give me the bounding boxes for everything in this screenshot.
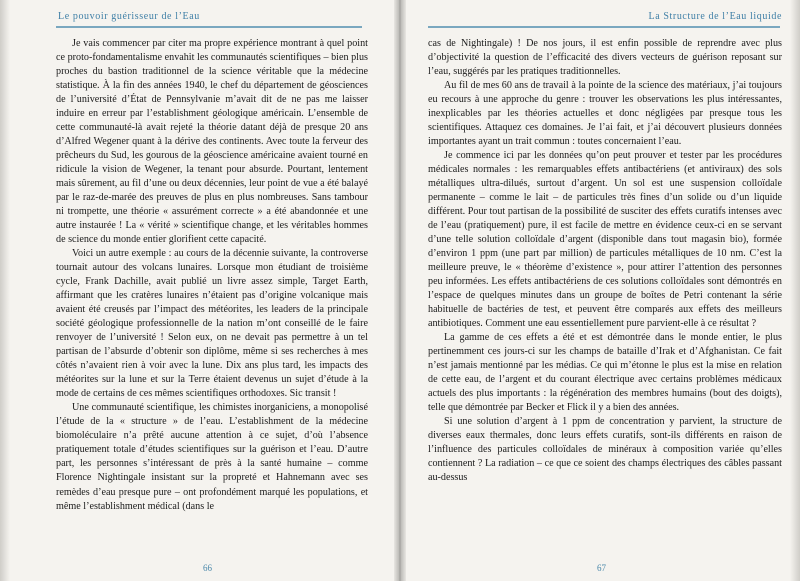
right-page-body	[428, 37, 782, 486]
book-gutter	[394, 0, 406, 581]
page-number-right: 67	[597, 563, 606, 573]
header-rule-left	[56, 26, 362, 28]
paragraph: Si une solution d’argent à 1 ppm de concentration y parvient, la structure de diverses eaux thermales, donc leurs effets curatifs, sont-ils différents en raison de l’influence des particules colloïdales de minéraux à composition variée qu’elles contiennent ? La radiation – ce que ce soient des champs électriques des câbles passant au-dessus	[428, 416, 782, 484]
paragraph: Une communauté scientifique, les chimistes inorganiciens, a monopolisé l’étude de la « structure » de l’eau. L’establishment de la médecine biomoléculaire n’a prêté aucune attention à ce sujet, d’où l’absence pratiquement totale d’études scientifiques sur la guérison et l’eau. D’autre part, les personnes s’intéressant de près à la santé humaine – comme Florence Nightingale insistant sur la propreté et Hahnemann avec ses remèdes d’eau presque pure – ont profondément marqué les populations, et même l’establishment médical (dans le	[56, 402, 368, 512]
header-rule-right	[428, 26, 780, 28]
page-number-left: 66	[203, 563, 212, 573]
paragraph: Au fil de mes 60 ans de travail à la pointe de la science des matériaux, j’ai toujours eu recours à une approche du genre : trouver les observations les plus intéressantes, inexplicables par les théories actuelles et donc négligées par presque tous les scientifiques. Attaquez ces domaines. Je l’ai fait, et j’ai découvert plusieurs données importantes ayant un trait commun : toutes concernaient l’eau.	[428, 80, 782, 148]
page-edge-shadow	[0, 0, 10, 581]
paragraph: La gamme de ces effets a été et est démontrée dans le monde entier, le plus pertinemment ces jours-ci sur les champs de bataille d’Irak et d’Afghanistan. Ce fait n’est jamais mentionné par les médias. Ce qui m’étonne le plus est la mise en relation de cette eau, de l’argent et du courant électrique avec certains problèmes médicaux actuels des plus importants : la régénération des membres humains (bout des doigts), telle que démontrée par Becker et Flick il y a bien des années.	[428, 332, 782, 414]
paragraph: Je vais commencer par citer ma propre expérience montrant à quel point ce proto-fondamentalisme envahit les communautés scientifiques – bien plus proches du bastion traditionnel de la science véritable que la médecine statistique. À la fin des années 1940, le chef du département de géosciences de l’université d’État de Pennsylvanie m’avait dit de ne pas me laisser induire en erreur par l’establishment géologique américain. L’ensemble de cette communauté-là avait rejeté la théorie datant déjà de presque 20 ans d’Alfred Wegener quant à la dérive des continents. Avec toute la ferveur des prêcheurs du Sud, les gourous de la géoscience américaine avaient tourné en ridicule la vision de Wegener, la tenant pour absurde. Pourtant, lentement mais sûrement, au fil d’une ou deux décennies, leur point de vue a été balayé par le raz-de-marée des preuves de plus en plus nombreuses. Sans tambour ni trompette, une théorie « assurément correcte » a été abandonnée et une autre instaurée ! La « vérité » scientifique change, et les véritables hommes de science du monde entier glorifient cette capacité.	[56, 38, 368, 246]
paragraph: Voici un autre exemple : au cours de la décennie suivante, la controverse tournait autour des volcans lunaires. Lorsque mon étudiant de troisième cycle, Frank Dachille, avait publié un livre assez simple, Target Earth, affirmant que les cratères lunaires n’étaient pas d’origine volcanique mais avaient été creusés par l’impact des météorites, les leaders de la principale société géologique professionnelle de la nation m’ont conseillé de le faire renvoyer de l’université ! Selon eux, on ne devait pas permettre à un tel partisan de l’absurde d’obtenir son diplôme, même si ses recherches à mes côtés n’avaient rien à voir avec la lune. Dix ans plus tard, les impacts des météorites sur la lune et sur la Terre étaient devenus un sujet d’étude à la mode de certains de ces mêmes scientifiques orthodoxes. Sic transit !	[56, 248, 368, 400]
page-edge-shadow	[790, 0, 800, 581]
running-head-right: La Structure de l’Eau liquide	[648, 11, 782, 22]
paragraph: cas de Nightingale) ! De nos jours, il est enfin possible de reprendre avec plus d’objectivité la question de l’efficacité des divers vecteurs de guérison reposant sur l’eau, suggérés par les pratiques traditionnelles.	[428, 38, 782, 78]
left-page	[0, 0, 398, 581]
right-page	[402, 0, 800, 581]
left-page-body	[56, 37, 368, 514]
paragraph: Je commence ici par les données qu’on peut prouver et tester par les procédures médicales normales : les remarquables effets antibactériens (et antiviraux) des sols métalliques ultra-dilués, surtout d’argent. Un sol est une suspension colloïdale permanente – comme le lait – de particules très fines d’un solide ou d’un liquide différent. Pour tout partisan de la possibilité de susciter des effets curatifs intenses avec de l’eau (pratiquement) pure, il est facile de mettre en évidence ceux-ci en se servant d’une telle solution colloïdale d’argent (disponible dans tout magasin bio), formée d’environ 1 ppm (une part par million) de particules métalliques de 10 nm. C’est la meilleure preuve, le « théorème d’existence », pour attirer l’attention des personnes peu informées. Les effets antibactériens de ces solutions colloïdales sont démontrés en l’espace de quelques minutes dans un groupe de boîtes de Petri contenant la série habituelle de bactéries de test, et peuvent être comparés aux effets des meilleurs antibiotiques. Comment une eau essentiellement pure parvient-elle à ce résultat ?	[428, 150, 782, 330]
running-head-left: Le pouvoir guérisseur de l’Eau	[58, 11, 200, 22]
